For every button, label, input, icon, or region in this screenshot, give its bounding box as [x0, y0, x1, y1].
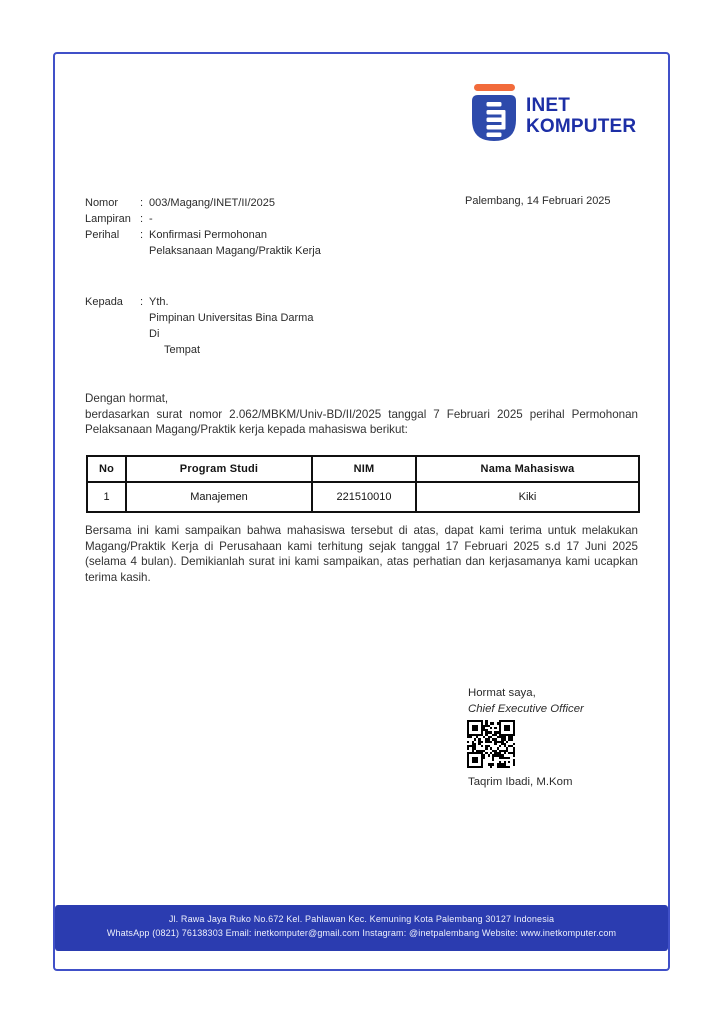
signature-role: Chief Executive Officer [468, 703, 584, 715]
salutation: Dengan hormat, [85, 392, 169, 405]
colon-separator: : [140, 197, 144, 209]
meta-value-lampiran: - [149, 213, 153, 225]
colon-separator: : [140, 213, 144, 225]
cell-nim: 221510010 [312, 482, 416, 512]
recipient-tempat: Tempat [164, 344, 201, 356]
meta-label-lampiran: Lampiran [85, 213, 131, 225]
table-header-program-studi: Program Studi [126, 456, 312, 482]
meta-value-perihal [149, 227, 321, 259]
recipient-label: Kepada [85, 296, 123, 308]
recipient-line-1: Yth. [149, 296, 169, 308]
meta-row-lampiran [85, 211, 321, 227]
cell-program-studi: Manajemen [126, 482, 312, 512]
company-logo [472, 84, 636, 147]
body-opening [85, 391, 638, 438]
footer-bar [55, 905, 668, 951]
colon-separator: : [140, 296, 144, 308]
logo-wordmark [526, 95, 636, 137]
inet-komputer-shield-icon [472, 84, 516, 147]
meta-label-perihal: Perihal [85, 229, 120, 241]
signature-greeting: Hormat saya, [468, 687, 536, 699]
body-paragraph-1: berdasarkan surat nomor 2.062/MBKM/Univ-BD/II/2025 tanggal 7 Februari 2025 perihal Permohonan Pelaksanaan Magang/Praktik kerja kepada mahasiswa berikut: [85, 407, 638, 437]
colon-separator: : [140, 229, 144, 241]
recipient-section [85, 294, 313, 358]
table-header-nama-mahasiswa: Nama Mahasiswa [416, 456, 639, 482]
table-row [87, 482, 639, 512]
recipient-line-3: Di [149, 328, 160, 340]
perihal-line-2: Pelaksanaan Magang/Praktik Kerja [149, 245, 321, 257]
table-header-nim: NIM [312, 456, 416, 482]
perihal-line-1: Konfirmasi Permohonan [149, 229, 268, 241]
recipient-line-2: Pimpinan Universitas Bina Darma [149, 312, 314, 324]
meta-value-nomor: 003/Magang/INET/II/2025 [149, 197, 275, 209]
letter-date: Palembang, 14 Februari 2025 [465, 195, 611, 207]
meta-row-perihal [85, 227, 321, 259]
logo-line-1: INET [526, 94, 571, 116]
meta-section [85, 195, 321, 259]
logo-line-2: KOMPUTER [526, 115, 637, 137]
qr-code [467, 720, 515, 768]
letter-page [53, 52, 670, 971]
cell-nama-mahasiswa: Kiki [416, 482, 639, 512]
recipient-row [85, 294, 313, 310]
body-paragraph-2: Bersama ini kami sampaikan bahwa mahasiswa tersebut di atas, dapat kami terima untuk melakukan Magang/Praktik Kerja di Perusahaan kami terhitung sejak tanggal 17 Februari 2025 s.d 17 Juni 2025 (selama 4 bulan). Demikianlah surat ini kami sampaikan, atas perhatian dan kerjasamanya kami ucapkan terima kasih. [85, 524, 638, 584]
students-table [86, 455, 640, 513]
footer-contacts: WhatsApp (0821) 76138303 Email: inetkomputer@gmail.com Instagram: @inetpalembang Website: www.inetkomputer.com [106, 928, 617, 938]
signature-name: Taqrim Ibadi, M.Kom [468, 776, 573, 788]
meta-label-nomor: Nomor [85, 197, 119, 209]
table-header-row [87, 456, 639, 482]
meta-row-nomor [85, 195, 321, 211]
table-header-no: No [87, 456, 126, 482]
recipient-line-4 [149, 342, 313, 358]
footer-address: Jl. Rawa Jaya Ruko No.672 Kel. Pahlawan Kec. Kemuning Kota Palembang 30127 Indonesia [168, 914, 555, 924]
cell-no: 1 [87, 482, 126, 512]
signature-block [468, 685, 584, 717]
